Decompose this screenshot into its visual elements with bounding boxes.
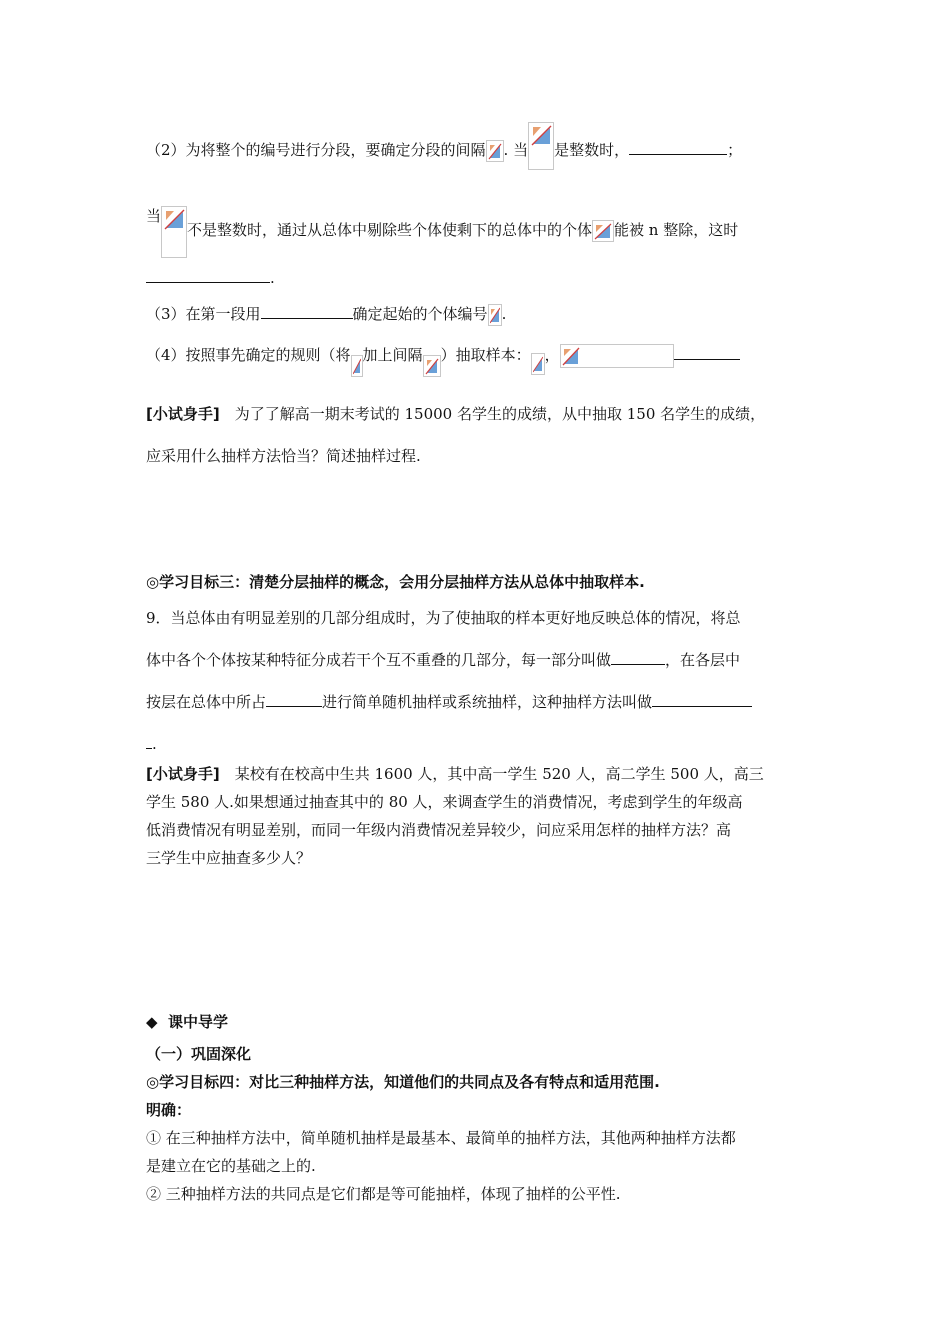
broken-image-icon (528, 122, 554, 170)
blank[interactable] (146, 268, 270, 283)
try-1-line2 (146, 446, 421, 466)
broken-image-icon (486, 140, 504, 162)
para-4-text-a: （4）按照事先确定的规则（将 (146, 346, 351, 364)
try-2-line3: 低消费情况有明显差别，而同一年级内消费情况差异较少，问应采用怎样的抽样方法？高 (146, 821, 732, 839)
para-2-text-d: ； (727, 141, 743, 159)
para-2-text-h: . (270, 269, 275, 287)
goal-4-heading: ◎学习目标四：对比三种抽样方法，知道他们的共同点及各有特点和适用范围. (146, 1073, 660, 1091)
blank[interactable] (266, 692, 322, 707)
broken-image-icon (560, 344, 674, 368)
para-3-text-c: . (501, 305, 507, 323)
clarify-label: 明确： (146, 1101, 192, 1119)
para-4 (146, 344, 740, 368)
q9-text-4: . (152, 735, 157, 753)
para-3-text-b: 确定起始的个体编号 (352, 305, 488, 323)
para-2-text-e: 当 (146, 207, 162, 225)
broken-image-icon (161, 206, 187, 258)
point-2: ② 三种抽样方法的共同点是它们都是等可能抽样，体现了抽样的公平性. (146, 1185, 621, 1203)
section-heading (146, 1012, 228, 1032)
para-4-text-c: ）抽取样本： (440, 346, 531, 364)
broken-image-icon (423, 355, 441, 377)
para-2-line3 (146, 268, 275, 288)
q9-line2 (146, 650, 740, 670)
para-2-text-f: 不是整数时，通过从总体中剔除些个体使剩下的总体中的个体 (187, 221, 593, 239)
para-2-text-g: 能被 n 整除，这时 (614, 221, 739, 239)
try-1-text-1: 为了了解高一期末考试的 15000 名学生的成绩，从中抽取 150 名学生的成绩， (219, 405, 766, 423)
broken-image-icon (488, 304, 502, 326)
try-2-line4: 三学生中应抽查多少人？ (146, 849, 312, 867)
para-2-line1 (146, 140, 742, 188)
try-2-tag: [小试身手] (146, 765, 220, 783)
try-2-line2: 学生 580 人.如果想通过抽查其中的 80 人，来调查学生的消费情况，考虑到学生的年级高 (146, 793, 743, 811)
q9-line1: 9．当总体由有明显差别的几部分组成时，为了使抽取的样本更好地反映总体的情况，将总 (146, 609, 741, 627)
diamond-bullet-icon: ◆ (146, 1013, 158, 1031)
para-2-line2 (146, 206, 738, 258)
blank[interactable] (611, 650, 665, 665)
point-1-line1: ① 在三种抽样方法中，简单随机抽样是最基本、最简单的抽样方法，其他两种抽样方法都 (146, 1129, 736, 1147)
q9-text-2b: ，在各层中 (665, 651, 741, 669)
para-3 (146, 304, 506, 326)
blank[interactable] (674, 345, 740, 360)
para-2-text-b: . 当 (503, 141, 529, 159)
q9-line3 (146, 692, 752, 712)
broken-image-icon (351, 355, 363, 377)
q9-line4 (146, 734, 157, 754)
try-1-text-2: 应采用什么抽样方法恰当？简述抽样过程. (146, 447, 421, 465)
try-2-text-1: 某校有在校高中生共 1600 人，其中高一学生 520 人，高二学生 500 人，高三 (219, 765, 764, 783)
goal-3-heading: ◎学习目标三：清楚分层抽样的概念，会用分层抽样方法从总体中抽取样本. (146, 573, 645, 591)
para-2-text-a: （2）为将整个的编号进行分段，要确定分段的间隔 (146, 141, 486, 159)
para-2-text-c: 是整数时， (554, 141, 630, 159)
blank[interactable] (652, 692, 752, 707)
para-3-text-a: （3）在第一段用 (146, 305, 261, 323)
q9-text-3a: 按层在总体中所占 (146, 693, 267, 711)
try-1-tag: [小试身手] (146, 405, 220, 423)
point-1-line2: 是建立在它的基础之上的. (146, 1157, 316, 1175)
try-2-line1 (146, 764, 764, 784)
para-4-text-b: 加上间隔 (362, 346, 423, 364)
blank[interactable] (261, 304, 353, 319)
section-title: 课中导学 (168, 1013, 229, 1031)
broken-image-icon (531, 353, 545, 375)
q9-text-2a: 体中各个个体按某种特征分成若干个互不重叠的几部分，每一部分叫做 (146, 651, 612, 669)
broken-image-icon (592, 220, 614, 242)
blank[interactable] (629, 140, 727, 155)
q9-text-3b: 进行简单随机抽样或系统抽样，这种抽样方法叫做 (322, 693, 653, 711)
section-subheading: （一）巩固深化 (146, 1045, 252, 1063)
para-4-text-d: ， (544, 346, 560, 364)
try-1-line1 (146, 404, 765, 424)
